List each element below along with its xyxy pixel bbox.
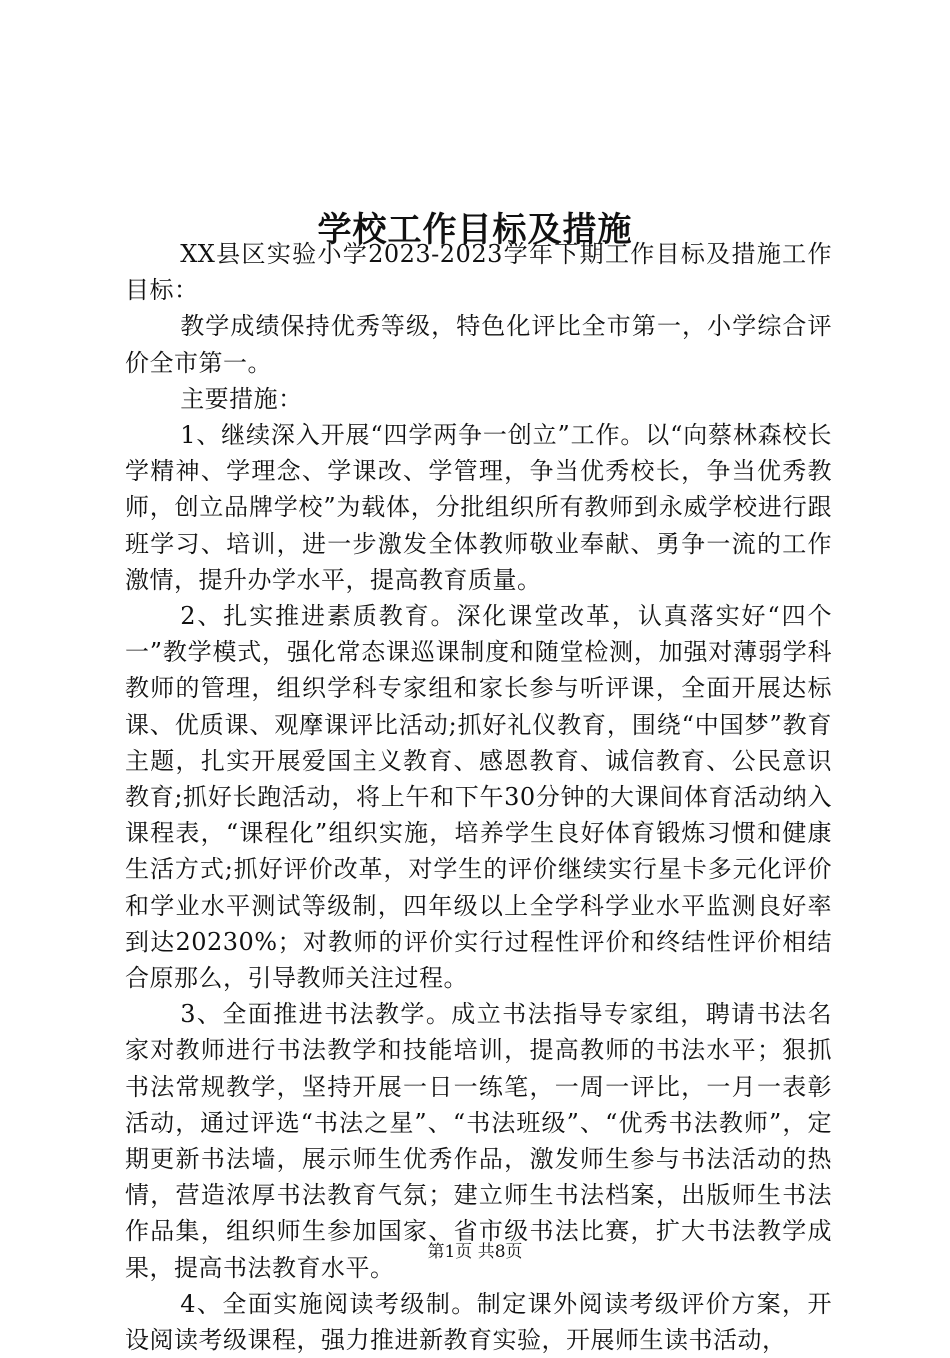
paragraph-measure-2: 2、扎实推进素质教育。深化课堂改革，认真落实好“四个一”教学模式，强化常态课巡课制度和随堂检测，加强对薄弱学科教师的管理，组织学科专家组和家长参与听评课，全面开展达标课、优质课、观摩课评比活动;抓好礼仪教育，围绕“中国梦”教育主题，扎实开展爱国主义教育、感恩教育、诚信教育、公民意识教育;抓好长跑活动，将上午和下午30分钟的大课间体育活动纳入课程表，“课程化”组织实施，培养学生良好体育锻炼习惯和健康生活方式;抓好评价改革，对学生的评价继续实行星卡多元化评价和学业水平测试等级制，四年级以上全学科学业水平监测良好率到达20230%；对教师的评价实行过程性评价和终结性评价相结合原那么，引导教师关注过程。 (125, 602, 832, 993)
paragraph-measure-1: 1、继续深入开展“四学两争一创立”工作。以“向蔡林森校长学精神、学理念、学课改、学管理，争当优秀校长，争当优秀教师，创立品牌学校”为载体，分批组织所有教师到永威学校进行跟班学习、培训，进一步激发全体教师敬业奉献、勇争一流的工作激情，提升办学水平，提高教育质量。 (125, 421, 832, 594)
paragraph-intro: XX县区实验小学2023-2023学年下期工作目标及措施工作目标： (125, 240, 832, 305)
paragraph-goals: 教学成绩保持优秀等级，特色化评比全市第一，小学综合评价全市第一。 (125, 312, 832, 377)
page-number-footer: 第1页 共8页 (427, 1242, 523, 1262)
document-title: 学校工作目标及措施 (317, 209, 633, 250)
paragraph-measure-3: 3、全面推进书法教学。成立书法指导专家组，聘请书法名家对教师进行书法教学和技能培训，提高教师的书法水平；狠抓书法常规教学，坚持开展一日一练笔，一周一评比，一月一表彰活动，通过评选“书法之星”、“书法班级”、“优秀书法教师”，定期更新书法墙，展示师生优秀作品，激发师生参与书法活动的热情，营造浓厚书法教育气氛；建立师生书法档案，出版师生书法作品集，组织师生参加国家、省市级书法比赛，扩大书法教学成果，提高书法教育水平。 (125, 1000, 832, 1282)
paragraph-measures-heading: 主要措施： (180, 384, 303, 413)
document-body (125, 236, 832, 1358)
paragraph-measure-4: 4、全面实施阅读考级制。制定课外阅读考级评价方案，开设阅读考级课程，强力推进新教育实验，开展师生读书活动， (125, 1289, 832, 1355)
